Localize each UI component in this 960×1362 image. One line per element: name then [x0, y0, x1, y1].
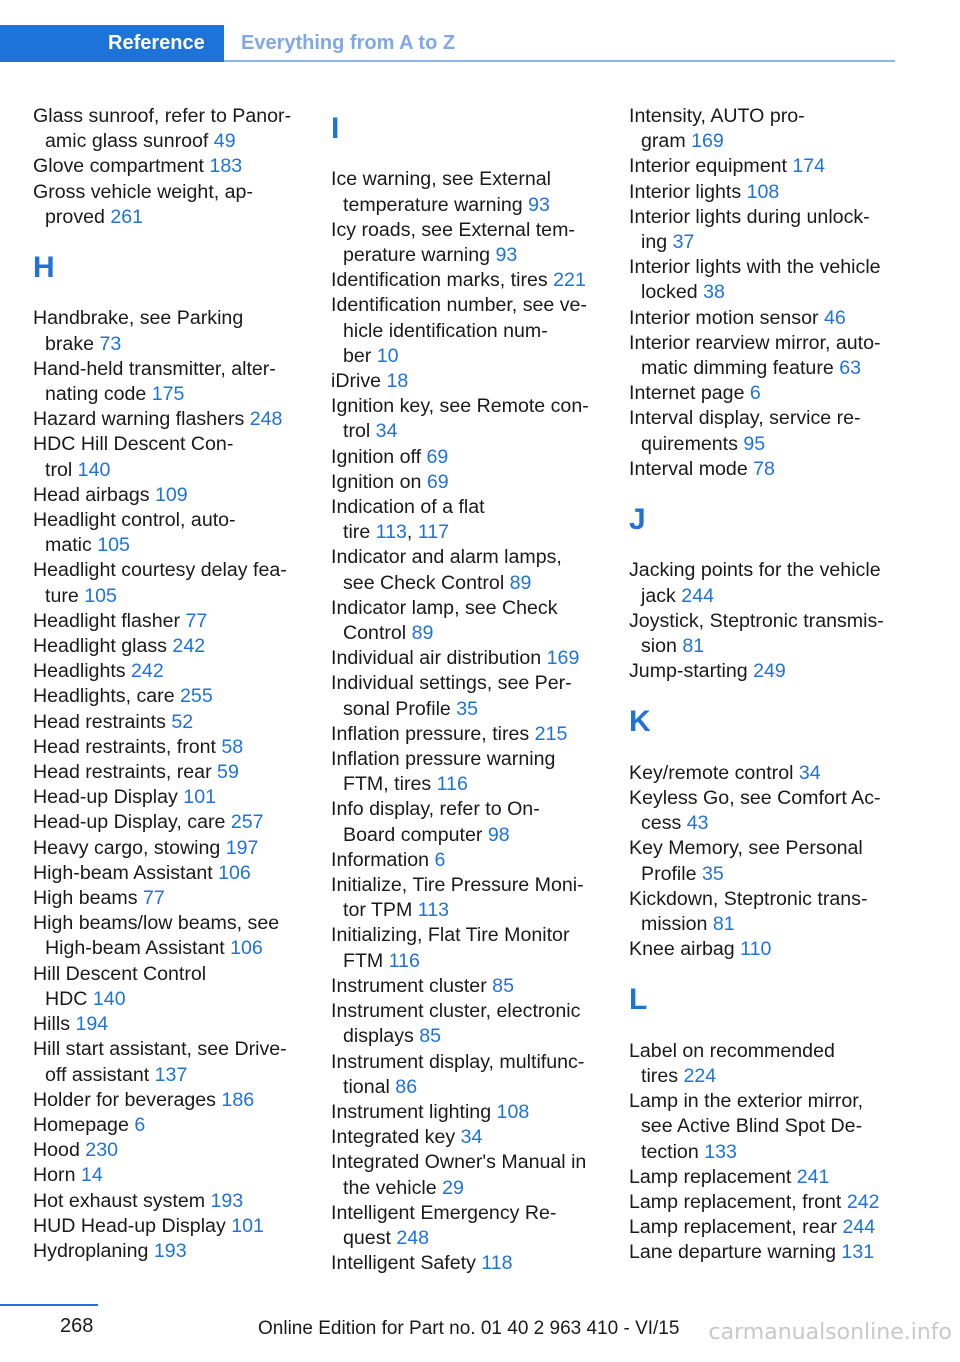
index-letter-heading: K	[629, 705, 651, 739]
page-link[interactable]: 95	[743, 432, 766, 455]
page-link[interactable]: 169	[546, 647, 580, 670]
page-link[interactable]: 89	[509, 571, 532, 594]
page-link[interactable]: 118	[481, 1252, 513, 1275]
index-entry	[629, 1190, 897, 1215]
index-term: Glove compartment	[33, 155, 210, 178]
index-entry	[629, 1215, 897, 1240]
page-link[interactable]: 261	[110, 205, 144, 228]
page-link[interactable]: 69	[426, 470, 449, 493]
page-link[interactable]: 43	[686, 812, 709, 835]
index-entry	[33, 1189, 301, 1214]
section-gap	[629, 482, 897, 495]
section-gap	[629, 684, 897, 697]
page-link[interactable]: 137	[154, 1063, 188, 1086]
page-number: 268	[60, 1315, 94, 1337]
page-link[interactable]: 194	[75, 1013, 109, 1036]
index-entry	[33, 1214, 301, 1239]
page-link[interactable]: 81	[682, 635, 705, 658]
page-link[interactable]: 78	[753, 457, 775, 480]
index-term: Horn	[33, 1164, 81, 1187]
index-term: Interior lights with the vehicle locked	[629, 256, 881, 304]
index-term: Key Memory, see Personal Profile	[629, 837, 863, 885]
page-link[interactable]: 34	[460, 1126, 483, 1149]
index-entry	[33, 886, 301, 911]
index-entry	[331, 923, 599, 973]
index-term: Head-up Display, care	[33, 811, 231, 834]
page-link[interactable]: 140	[92, 987, 126, 1010]
index-term: Homepage	[33, 1113, 135, 1136]
index-term: Indicator lamp, see Check Control	[331, 596, 558, 645]
index-term: Identification number, see ve- hicle identification num- ber	[331, 294, 587, 367]
page-link[interactable]: 242	[846, 1191, 880, 1214]
page-link[interactable]: 131	[841, 1241, 875, 1264]
page-link[interactable]: 108	[496, 1100, 530, 1123]
index-term: Hand-held transmitter, alter- nating code	[33, 357, 276, 406]
index-term: Instrument cluster	[331, 974, 493, 997]
index-term: Knee airbag	[629, 938, 741, 961]
index-term: Headlight flasher	[33, 609, 186, 632]
index-entry	[629, 406, 897, 456]
index-term: iDrive	[331, 370, 387, 393]
page-link[interactable]: 193	[210, 1189, 244, 1212]
index-term: Head restraints, rear	[33, 761, 218, 784]
index-entry	[331, 848, 599, 873]
index-term: Internet page	[629, 382, 750, 405]
index-term: Ice warning, see External temperature warning	[331, 168, 551, 216]
index-entry	[629, 1240, 897, 1265]
index-term: Headlight control, auto- matic	[33, 509, 236, 557]
index-entry	[331, 974, 599, 999]
index-entry	[33, 357, 301, 407]
index-term: Hazard warning flashers	[33, 408, 250, 431]
index-entry	[33, 1037, 301, 1087]
page-separator: ,	[406, 521, 418, 544]
index-entry	[33, 861, 301, 886]
edition-line: Online Edition for Part no. 01 40 2 963 410 - VI/15	[258, 1318, 680, 1339]
index-entry	[33, 558, 301, 608]
index-term: Icy roads, see External tem- perature warning	[331, 218, 575, 266]
page-link[interactable]: 14	[80, 1164, 103, 1187]
index-term: High-beam Assistant	[33, 861, 219, 884]
index-term: Hill start assistant, see Drive- off assistant	[33, 1038, 287, 1086]
page-link[interactable]: 110	[740, 938, 772, 961]
index-term: HUD Head-up Display	[33, 1214, 232, 1237]
index-entry	[331, 218, 599, 268]
page-link[interactable]: 89	[411, 622, 434, 645]
index-term: Lamp replacement, rear	[629, 1216, 843, 1239]
index-term: Holder for beverages	[33, 1088, 222, 1111]
page-link[interactable]: 108	[746, 180, 780, 203]
index-column-2	[331, 104, 599, 1276]
index-entry	[331, 722, 599, 747]
index-entry	[33, 836, 301, 861]
page-link[interactable]: 93	[495, 244, 518, 266]
index-entry	[331, 293, 599, 369]
index-term: Kickdown, Steptronic trans- mission	[629, 887, 868, 936]
page-link[interactable]: 255	[180, 685, 213, 708]
page-link[interactable]: 186	[221, 1088, 255, 1111]
index-entry	[331, 646, 599, 671]
index-entry	[629, 154, 897, 179]
index-entry	[33, 154, 301, 179]
page-link[interactable]: 105	[97, 534, 130, 557]
page-link[interactable]: 248	[249, 408, 283, 431]
page-link[interactable]: 230	[85, 1139, 118, 1162]
index-entry	[331, 797, 599, 847]
page-link[interactable]: 77	[185, 609, 208, 632]
watermark: carmanualsonline.info	[708, 1320, 952, 1345]
index-term: Head restraints, front	[33, 735, 222, 758]
index-entry	[33, 735, 301, 760]
page-link[interactable]: 109	[155, 483, 188, 506]
page-link[interactable]: 37	[672, 231, 695, 254]
index-letter-heading: J	[629, 503, 646, 537]
index-term: Initialize, Tire Pressure Moni- tor TPM	[331, 874, 584, 922]
page-link[interactable]: 63	[839, 357, 861, 380]
index-term: Interior motion sensor	[629, 306, 824, 329]
page-link[interactable]: 117	[417, 521, 450, 544]
index-entry	[629, 331, 897, 381]
index-term: HDC Hill Descent Con- trol	[33, 433, 234, 481]
page-link[interactable]: 85	[419, 1025, 442, 1048]
index-entry	[629, 255, 897, 305]
page-link[interactable]: 116	[388, 949, 420, 972]
index-entry	[33, 407, 301, 432]
index-term: Identification marks, tires	[331, 269, 554, 292]
index-letter-heading: I	[331, 112, 340, 145]
index-entry	[629, 1089, 897, 1165]
index-term: Ignition key, see Remote con- trol	[331, 395, 589, 443]
page-link[interactable]: 46	[823, 306, 846, 329]
index-entry	[629, 836, 897, 886]
index-entry	[629, 1165, 897, 1190]
page-link[interactable]: 6	[134, 1113, 146, 1136]
page-link[interactable]: 93	[528, 193, 550, 216]
page-link[interactable]: 241	[796, 1165, 830, 1188]
page-link[interactable]: 105	[84, 584, 117, 607]
index-term: Ignition off	[331, 445, 427, 468]
index-term: Hill Descent Control HDC	[33, 962, 207, 1010]
page-link[interactable]: 6	[434, 848, 446, 871]
index-term: Hydroplaning	[33, 1239, 154, 1262]
index-entry	[33, 659, 301, 684]
index-entry	[629, 609, 897, 659]
index-entry	[33, 710, 301, 735]
page-link[interactable]: 69	[426, 445, 449, 468]
index-entry	[33, 634, 301, 659]
index-entry	[33, 609, 301, 634]
page-link[interactable]: 244	[842, 1216, 876, 1239]
page-link[interactable]: 59	[217, 761, 239, 784]
page-link[interactable]: 244	[681, 584, 714, 607]
index-entry	[331, 369, 599, 394]
index-entry	[331, 1050, 599, 1100]
index-entry	[331, 1100, 599, 1125]
page-link[interactable]: 29	[442, 1176, 464, 1199]
index-term: Interior equipment	[629, 155, 793, 178]
page-link[interactable]: 249	[753, 660, 786, 683]
index-term: Inflation pressure warning FTM, tires	[331, 748, 556, 796]
index-letter-heading: L	[629, 983, 648, 1017]
index-entry	[629, 306, 897, 331]
index-term: Interior lights during unlock- ing	[629, 205, 870, 254]
index-term: Gross vehicle weight, ap- proved	[33, 180, 253, 228]
header-rule	[224, 60, 895, 62]
index-term: Hot exhaust system	[33, 1189, 211, 1212]
index-term: Info display, refer to On- Board computer	[331, 798, 540, 846]
index-term: Integrated key	[331, 1126, 461, 1149]
index-term: Interval mode	[629, 457, 754, 480]
index-term: Initializing, Flat Tire Monitor FTM	[331, 924, 570, 972]
page-link[interactable]: 58	[221, 735, 244, 758]
section-gap	[33, 293, 301, 306]
index-entry	[331, 1201, 599, 1251]
page-link[interactable]: 140	[77, 458, 111, 481]
index-term: Information	[331, 848, 435, 871]
section-tab: Reference	[0, 25, 224, 62]
index-entry	[331, 445, 599, 470]
index-term: Indicator and alarm lamps, see Check Control	[331, 546, 562, 594]
index-entry	[331, 596, 599, 646]
index-term: Headlights, care	[33, 685, 181, 708]
index-term: Individual settings, see Per- sonal Profile	[331, 672, 572, 720]
section-gap	[33, 230, 301, 243]
index-entry	[629, 761, 897, 786]
page-link[interactable]: 183	[209, 155, 243, 178]
index-term: Lamp replacement, front	[629, 1191, 847, 1214]
index-entry	[629, 457, 897, 482]
index-term: High beams	[33, 887, 143, 910]
index-entry	[331, 873, 599, 923]
index-entry	[331, 747, 599, 797]
index-term: Instrument cluster, electronic displays	[331, 1000, 581, 1048]
page-link[interactable]: 175	[151, 383, 185, 406]
page-link[interactable]: 81	[712, 913, 735, 936]
page-link[interactable]: 101	[183, 786, 216, 809]
index-entry	[33, 104, 301, 154]
page-link[interactable]: 35	[456, 697, 479, 720]
index-entry	[331, 671, 599, 721]
section-gap	[629, 748, 897, 761]
index-term: Lane departure warning	[629, 1241, 842, 1264]
index-term: Label on recommended tires	[629, 1039, 835, 1088]
index-term: Head airbags	[33, 483, 155, 506]
index-term: Interval display, service re- quirements	[629, 407, 861, 455]
index-entry	[33, 432, 301, 482]
index-entry	[33, 180, 301, 230]
index-entry	[331, 1150, 599, 1200]
page-link[interactable]: 113	[417, 899, 450, 922]
index-term: Hills	[33, 1013, 76, 1036]
index-entry	[331, 394, 599, 444]
page-link[interactable]: 224	[683, 1065, 717, 1088]
page-link[interactable]: 6	[749, 382, 761, 405]
index-entry	[331, 268, 599, 293]
index-column-3	[629, 104, 897, 1266]
index-entry	[629, 205, 897, 255]
page-link[interactable]: 248	[396, 1226, 430, 1249]
index-column-1	[33, 104, 301, 1264]
index-term: Lamp in the exterior mirror, see Active Blind Spot De- tection	[629, 1090, 864, 1163]
index-term: Glass sunroof, refer to Panor- amic glass sunroof	[33, 105, 292, 153]
index-term: Head-up Display	[33, 786, 184, 809]
index-entry	[629, 659, 897, 684]
index-term: Heavy cargo, stowing	[33, 836, 226, 859]
page-link[interactable]: 106	[230, 937, 263, 960]
page-link[interactable]: 73	[99, 332, 122, 355]
page-link[interactable]: 34	[375, 420, 398, 443]
page-link[interactable]: 106	[218, 861, 251, 884]
index-term: Key/remote control	[629, 761, 799, 784]
page-link[interactable]: 215	[534, 722, 568, 745]
page-link[interactable]: 169	[691, 130, 724, 153]
index-term: Interior rearview mirror, auto- matic dimming feature	[629, 331, 881, 380]
index-entry	[629, 180, 897, 205]
page-link[interactable]: 242	[172, 635, 206, 658]
index-term: Headlights	[33, 660, 132, 683]
index-entry	[33, 306, 301, 356]
page-link[interactable]: 98	[487, 823, 510, 846]
index-term: Interior lights	[629, 180, 747, 203]
index-term: Joystick, Steptronic transmis- sion	[629, 609, 884, 658]
index-term: High beams/low beams, see High-beam Assistant	[33, 912, 280, 960]
page-link[interactable]: 116	[436, 773, 468, 796]
index-term: Individual air distribution	[331, 647, 547, 670]
index-term: Jump-starting	[629, 660, 754, 683]
index-term: Lamp replacement	[629, 1165, 797, 1188]
page-link[interactable]: 242	[131, 660, 164, 683]
index-entry	[629, 1039, 897, 1089]
page-link[interactable]: 193	[153, 1239, 187, 1262]
index-entry	[33, 1088, 301, 1113]
index-entry	[33, 911, 301, 961]
index-term: Instrument lighting	[331, 1100, 497, 1123]
index-entry	[33, 1138, 301, 1163]
index-term: Inflation pressure, tires	[331, 722, 535, 745]
index-term: Headlight glass	[33, 635, 173, 658]
index-entry	[33, 810, 301, 835]
index-term: Hood	[33, 1139, 86, 1162]
index-entry	[33, 760, 301, 785]
footer-rule	[0, 1304, 98, 1306]
page-link[interactable]: 221	[553, 269, 586, 292]
section-gap	[331, 154, 599, 167]
index-entry	[331, 470, 599, 495]
section-gap	[629, 962, 897, 975]
index-entry	[629, 104, 897, 154]
index-term: Intelligent Safety	[331, 1252, 482, 1275]
index-term: Indication of a flat tire	[331, 496, 485, 544]
index-term: Ignition on	[331, 470, 427, 493]
index-entry	[629, 786, 897, 836]
index-letter-heading: H	[33, 251, 55, 285]
page-link[interactable]: 101	[231, 1214, 264, 1237]
section-gap	[629, 1026, 897, 1039]
index-term: Keyless Go, see Comfort Ac- cess	[629, 787, 881, 835]
index-entry	[629, 381, 897, 406]
index-term: Intelligent Emergency Re- quest	[331, 1201, 557, 1249]
index-entry	[331, 495, 599, 545]
index-entry	[629, 887, 897, 937]
page-link[interactable]: 35	[701, 862, 724, 885]
page-link[interactable]: 257	[230, 811, 264, 834]
page-link[interactable]: 18	[386, 370, 409, 393]
index-entry	[629, 558, 897, 608]
index-entry	[331, 167, 599, 217]
page-link[interactable]: 10	[376, 344, 399, 367]
index-term: Handbrake, see Parking brake	[33, 307, 244, 355]
page-link[interactable]: 86	[395, 1075, 418, 1098]
index-entry	[331, 999, 599, 1049]
index-entry	[33, 483, 301, 508]
index-entry	[331, 1125, 599, 1150]
page-link[interactable]: 49	[213, 130, 236, 153]
page-link[interactable]: 174	[792, 155, 826, 178]
index-term: Integrated Owner's Manual in the vehicle	[331, 1151, 587, 1199]
index-term: Head restraints	[33, 710, 172, 733]
page-link[interactable]: 133	[704, 1140, 737, 1163]
page-link[interactable]: 38	[703, 281, 725, 304]
index-entry	[33, 785, 301, 810]
index-term: Jacking points for the vehicle jack	[629, 559, 881, 607]
index-entry	[331, 1251, 599, 1276]
index-entry	[33, 1012, 301, 1037]
page-link[interactable]: 34	[798, 761, 821, 784]
index-term: Intensity, AUTO pro- gram	[629, 105, 805, 153]
page-link[interactable]: 197	[225, 836, 259, 859]
page-link[interactable]: 113	[375, 521, 407, 544]
index-entry	[629, 937, 897, 962]
page-link[interactable]: 77	[143, 887, 165, 910]
index-entry	[33, 1113, 301, 1138]
section-gap	[629, 545, 897, 558]
index-entry	[331, 545, 599, 595]
index-entry	[33, 1239, 301, 1264]
index-entry	[33, 684, 301, 709]
index-term: Headlight courtesy delay fea- ture	[33, 559, 287, 607]
running-header	[0, 25, 895, 62]
index-entry	[33, 1163, 301, 1188]
index-entry	[33, 962, 301, 1012]
subsection-title: Everything from A to Z	[241, 32, 456, 54]
index-entry	[33, 508, 301, 558]
page-link[interactable]: 52	[171, 710, 194, 733]
page-link[interactable]: 85	[492, 974, 514, 997]
index-term: Instrument display, multifunc- tional	[331, 1050, 585, 1098]
